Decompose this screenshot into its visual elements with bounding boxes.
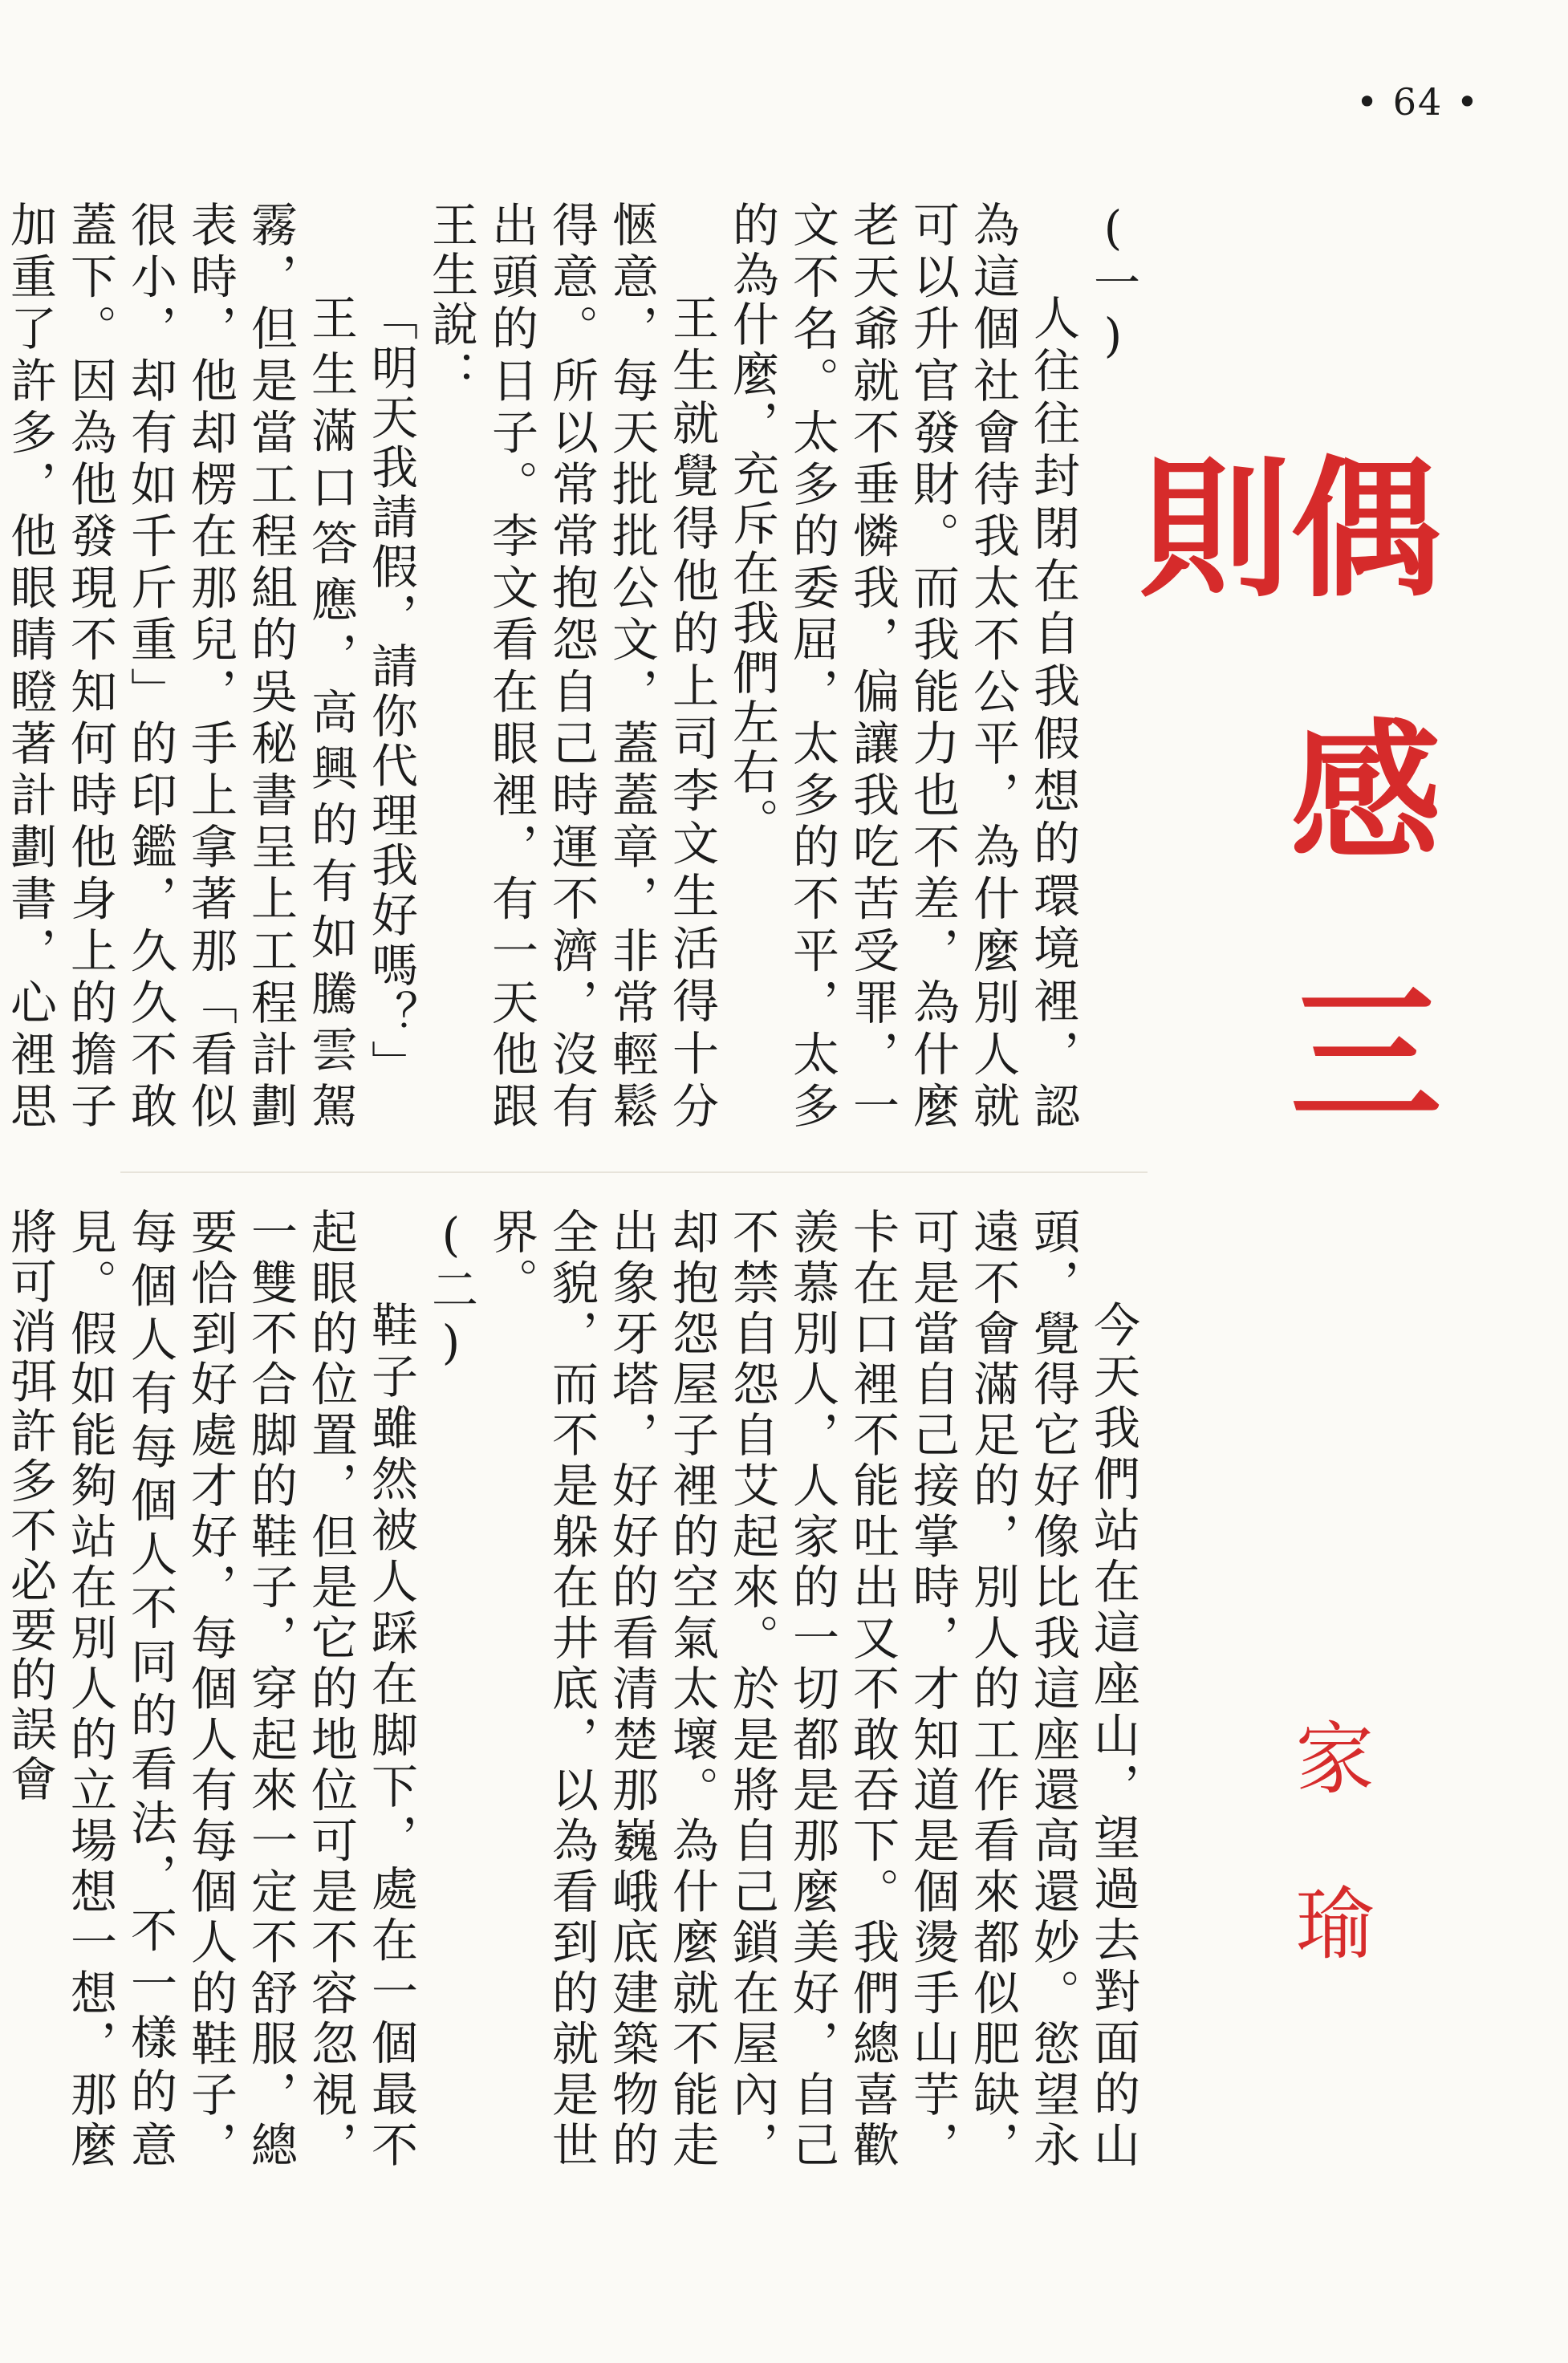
upper-text-block [2,201,1143,1131]
article-title: 偶感三則 [1114,449,1440,1239]
title-block [1114,449,1440,1412]
section-one-paragraph: 王生就覺得他的上司李文生活得十分愜意，每天批批公文，蓋蓋章，非常輕鬆得意。所以常常抱怨自己時運不濟，沒有出頭的日子。李文看在眼裡，有一天他跟王生說： [424,201,719,1131]
section-one-paragraph: 王生滿口答應，高興的有如騰雲駕霧，但是當工程組的吳秘書呈上工程計劃表時，他却楞在那兒，手上拿著那「看似很小，却有如千斤重」的印鑑，久久不敢蓋下。因為他發現不知何時他身上的擔子加重了許多，他眼睛瞪著計劃書，心裡思 [2,201,358,1131]
section-divider [120,1171,1148,1173]
page-number: • 64 • [1355,80,1480,124]
author-block [1271,1717,1374,2094]
section-three-paragraph: 鞋子雖然被人踩在脚下，處在一個最不起眼的位置，但是它的地位可是不容忽視，一雙不合脚的鞋子，穿起來一定不舒服，總要恰到好處才好，每個人有每個人的鞋子，每個人有每個人不同的看法，不一樣的意見。假如能夠站在別人的立場想一想，那麼將可消弭許多不必要的誤會 [2,1208,418,2170]
author-name: 家瑜 [1282,1717,1374,2048]
section-two-mark: (二) [424,1208,478,1373]
lower-text-block [2,1208,1143,2170]
section-two-paragraph: 今天我們站在這座山，望過去對面的山頭，覺得它好像比我這座還高還妙。慾望永遠不會滿足的，別人的工作看來都似肥缺，可是當自己接掌時，才知道是個燙手山芋，卡在口裡不能吐出又不敢吞下。我們總喜歡羨慕別人，人家的一切都是那麼美好，自己不禁自怨自艾起來。於是將自己鎖在屋內，却抱怨屋子裡的空氣太壞。為什麼就不能走出象牙塔，好好的看清楚那巍峨底建築物的全貌，而不是躲在井底，以為看到的就是世界。 [484,1208,1140,2170]
section-one-paragraph: 人往往封閉在自我假想的環境裡，認為這個社會待我太不公平，為什麼別人就可以升官發財。而我能力也不差，為什麼老天爺就不垂憐我，偏讓我吃苦受罪，一文不名。太多的委屈，太多的不平，太多的為什麼，充斥在我們左右。 [725,201,1080,1131]
section-one-paragraph: 「明天我請假，請你代理我好嗎？」 [364,294,418,1090]
section-one-mark: (一) [1086,201,1140,366]
